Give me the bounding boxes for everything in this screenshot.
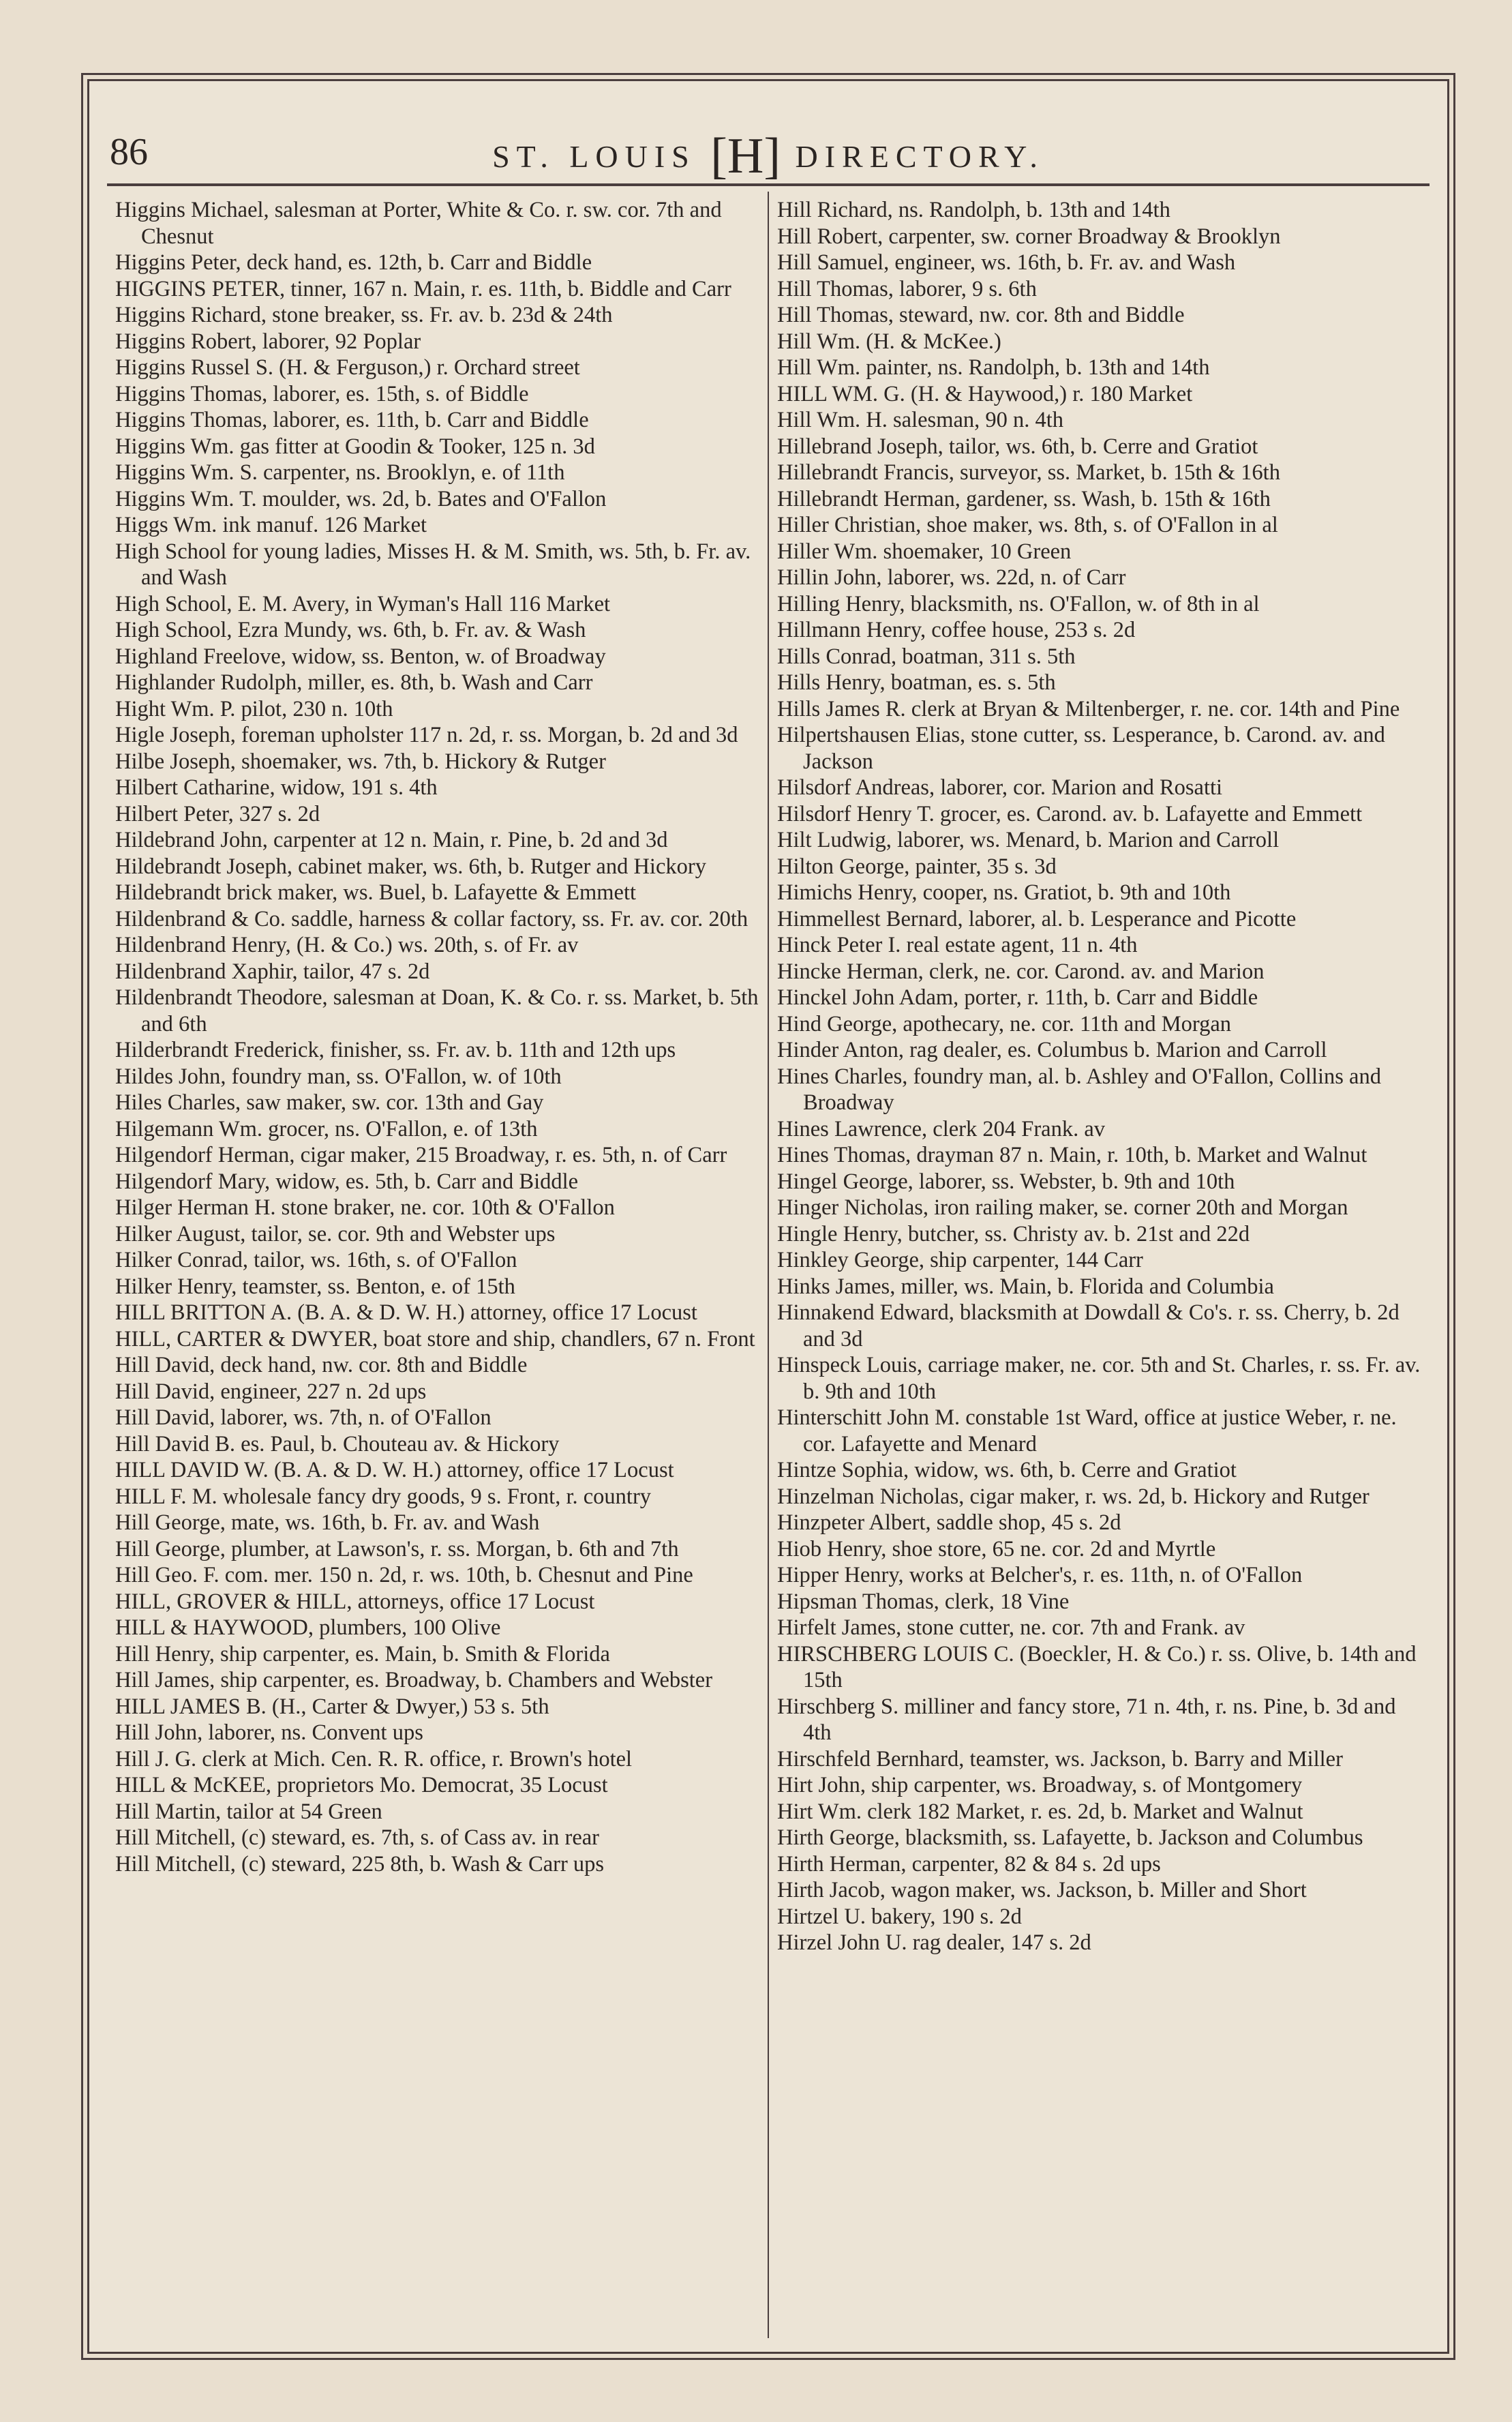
directory-entry: Higgins Peter, deck hand, es. 12th, b. Carr and Biddle xyxy=(115,250,592,275)
directory-entry: HILL & HAYWOOD, plumbers, 100 Olive xyxy=(115,1615,501,1640)
directory-entry: Higgins Thomas, laborer, es. 11th, b. Carr and Biddle xyxy=(115,408,589,432)
directory-entry: HILL WM. G. (H. & Haywood,) r. 180 Market xyxy=(777,381,1193,406)
directory-entry: Hingel George, laborer, ss. Webster, b. 9th and 10th xyxy=(777,1169,1235,1194)
directory-entry: Hills James R. clerk at Bryan & Miltenberger, r. ne. cor. 14th and Pine xyxy=(777,696,1400,721)
directory-entry: Hildebrandt brick maker, ws. Buel, b. Lafayette & Emmett xyxy=(115,880,637,905)
directory-entry: HILL F. M. wholesale fancy dry goods, 9 s. Front, r. country xyxy=(115,1484,652,1509)
directory-entry: Hinks James, miller, ws. Main, b. Florida and Columbia xyxy=(777,1274,1274,1299)
directory-entry: Hirschfeld Bernhard, teamster, ws. Jackson, b. Barry and Miller xyxy=(777,1746,1343,1771)
page-number: 86 xyxy=(110,131,148,173)
directory-entry: Hill Mitchell, (c) steward, es. 7th, s. of Cass av. in rear xyxy=(115,1825,600,1850)
right-column xyxy=(769,192,1430,2338)
directory-entry: Hinck Peter I. real estate agent, 11 n. 4th xyxy=(777,933,1138,957)
directory-entry: Hinckel John Adam, porter, r. 11th, b. Carr and Biddle xyxy=(777,985,1258,1010)
directory-entry: Hinder Anton, rag dealer, es. Columbus b. Marion and Carroll xyxy=(777,1038,1327,1062)
directory-entry: Himichs Henry, cooper, ns. Gratiot, b. 9th and 10th xyxy=(777,880,1231,905)
directory-entry: Hilbe Joseph, shoemaker, ws. 7th, b. Hickory & Rutger xyxy=(115,749,606,774)
directory-entry: Hill Henry, ship carpenter, es. Main, b. Smith & Florida xyxy=(115,1641,610,1666)
directory-entry: Hiller Wm. shoemaker, 10 Green xyxy=(777,539,1072,564)
directory-entry: Higgins Robert, laborer, 92 Poplar xyxy=(115,329,421,354)
directory-entry: Hillin John, laborer, ws. 22d, n. of Carr xyxy=(777,565,1126,590)
directory-entry: Hilker Henry, teamster, ss. Benton, e. of 15th xyxy=(115,1274,515,1299)
directory-entry: Hill James, ship carpenter, es. Broadway, b. Chambers and Webster xyxy=(115,1668,713,1692)
directory-entry: Highland Freelove, widow, ss. Benton, w. of Broadway xyxy=(115,644,606,669)
directory-entry: Hilbert Catharine, widow, 191 s. 4th xyxy=(115,775,438,800)
directory-entry: Hilpertshausen Elias, stone cutter, ss. Lesperance, b. Carond. av. and Jackson xyxy=(777,723,1385,774)
page-title xyxy=(89,128,1447,185)
directory-entry: HIRSCHBERG LOUIS C. (Boeckler, H. & Co.) r. ss. Olive, b. 14th and 15th xyxy=(777,1641,1417,1692)
columns xyxy=(107,192,1430,2338)
directory-entry: Hilker August, tailor, se. cor. 9th and Webster ups xyxy=(115,1221,556,1246)
left-column xyxy=(107,192,769,2338)
directory-entry: Hipsman Thomas, clerk, 18 Vine xyxy=(777,1589,1070,1614)
directory-entry: Hirth Jacob, wagon maker, ws. Jackson, b. Miller and Short xyxy=(777,1878,1307,1902)
directory-entry: Hilsdorf Andreas, laborer, cor. Marion and Rosatti xyxy=(777,775,1223,800)
directory-entry: Hill David, deck hand, nw. cor. 8th and Biddle xyxy=(115,1353,528,1377)
directory-entry: Hilbert Peter, 327 s. 2d xyxy=(115,801,320,826)
directory-entry: Hirschberg S. milliner and fancy store, 71 n. 4th, r. ns. Pine, b. 3d and 4th xyxy=(777,1694,1396,1745)
directory-entry: Hirth Herman, carpenter, 82 & 84 s. 2d ups xyxy=(777,1851,1161,1877)
directory-entry: Hirt Wm. clerk 182 Market, r. es. 2d, b. Market and Walnut xyxy=(777,1799,1303,1824)
directory-entry: Hines Thomas, drayman 87 n. Main, r. 10th, b. Market and Walnut xyxy=(777,1143,1367,1167)
directory-entry: Higgins Wm. S. carpenter, ns. Brooklyn, e. of 11th xyxy=(115,460,565,485)
directory-entry: HILL, CARTER & DWYER, boat store and ship, chandlers, 67 n. Front xyxy=(115,1326,755,1351)
directory-entry: Hildebrandt Joseph, cabinet maker, ws. 6th, b. Rutger and Hickory xyxy=(115,854,706,879)
directory-entry: Hinterschitt John M. constable 1st Ward, office at justice Weber, r. ne. cor. Lafayette and Menard xyxy=(777,1405,1397,1456)
directory-entry: Hines Charles, foundry man, al. b. Ashley and O'Fallon, Collins and Broadway xyxy=(777,1064,1381,1115)
directory-entry: Hipper Henry, works at Belcher's, r. es. 11th, n. of O'Fallon xyxy=(777,1563,1303,1587)
section-letter: [H] xyxy=(710,128,781,184)
directory-entry: Hill George, plumber, at Lawson's, r. ss. Morgan, b. 6th and 7th xyxy=(115,1536,679,1561)
directory-entry: Hilton George, painter, 35 s. 3d xyxy=(777,854,1057,879)
directory-entry: Hill David, engineer, 227 n. 2d ups xyxy=(115,1379,427,1404)
directory-entry: Hinnakend Edward, blacksmith at Dowdall & Co's. r. ss. Cherry, b. 2d and 3d xyxy=(777,1300,1400,1351)
directory-entry: HILL JAMES B. (H., Carter & Dwyer,) 53 s. 5th xyxy=(115,1694,549,1719)
directory-entry: HILL DAVID W. (B. A. & D. W. H.) attorney, office 17 Locust xyxy=(115,1458,674,1482)
directory-entry: HILL BRITTON A. (B. A. & D. W. H.) attorney, office 17 Locust xyxy=(115,1300,697,1325)
directory-entry: Hingle Henry, butcher, ss. Christy av. b. 21st and 22d xyxy=(777,1221,1250,1246)
directory-entry: Higgins Michael, salesman at Porter, White & Co. r. sw. cor. 7th and Chesnut xyxy=(115,198,722,249)
directory-entry: Hill John, laborer, ns. Convent ups xyxy=(115,1720,423,1745)
directory-entry: Hill Richard, ns. Randolph, b. 13th and 14th xyxy=(777,198,1170,222)
directory-entry: Hill Samuel, engineer, ws. 16th, b. Fr. av. and Wash xyxy=(777,250,1236,275)
directory-entry: Hinspeck Louis, carriage maker, ne. cor. 5th and St. Charles, r. ss. Fr. av. b. 9th and 10th xyxy=(777,1353,1421,1404)
directory-entry: Higle Joseph, foreman upholster 117 n. 2d, r. ss. Morgan, b. 2d and 3d xyxy=(115,723,738,747)
directory-entry: Higgs Wm. ink manuf. 126 Market xyxy=(115,513,427,537)
directory-entry: Hinkley George, ship carpenter, 144 Carr xyxy=(777,1248,1143,1272)
directory-entry: Hildenbrandt Theodore, salesman at Doan, K. & Co. r. ss. Market, b. 5th and 6th xyxy=(115,985,759,1036)
directory-entry: Highlander Rudolph, miller, es. 8th, b. Wash and Carr xyxy=(115,670,593,695)
directory-entry: Hiob Henry, shoe store, 65 ne. cor. 2d and Myrtle xyxy=(777,1536,1216,1561)
header-rule xyxy=(107,183,1430,186)
directory-entry: Hirt John, ship carpenter, ws. Broadway, s. of Montgomery xyxy=(777,1773,1303,1797)
directory-entry: Higgins Russel S. (H. & Ferguson,) r. Orchard street xyxy=(115,355,580,380)
directory-entry: Hiles Charles, saw maker, sw. cor. 13th and Gay xyxy=(115,1090,544,1115)
directory-entry: Hill Wm. (H. & McKee.) xyxy=(777,329,1001,354)
directory-entry: Hinzelman Nicholas, cigar maker, r. ws. 2d, b. Hickory and Rutger xyxy=(777,1484,1370,1509)
directory-entry: Hind George, apothecary, ne. cor. 11th and Morgan xyxy=(777,1011,1232,1036)
directory-entry: Hills Conrad, boatman, 311 s. 5th xyxy=(777,644,1076,669)
directory-entry: Hirtzel U. bakery, 190 s. 2d xyxy=(777,1904,1022,1929)
directory-entry: Higgins Wm. gas fitter at Goodin & Tooker, 125 n. 3d xyxy=(115,434,595,459)
directory-entry: Hinzpeter Albert, saddle shop, 45 s. 2d xyxy=(777,1510,1121,1535)
directory-entry: Hill Mitchell, (c) steward, 225 8th, b. Wash & Carr ups xyxy=(115,1851,605,1877)
directory-entry: Hines Lawrence, clerk 204 Frank. av xyxy=(777,1116,1105,1141)
directory-entry: Hildenbrand Henry, (H. & Co.) ws. 20th, s. of Fr. av xyxy=(115,933,579,957)
directory-entry: Hill Robert, carpenter, sw. corner Broadway & Brooklyn xyxy=(777,224,1281,249)
directory-entry: High School for young ladies, Misses H. & M. Smith, ws. 5th, b. Fr. av. and Wash xyxy=(115,539,751,590)
directory-page xyxy=(87,79,1449,2354)
directory-entry: Hildenbrand & Co. saddle, harness & collar factory, ss. Fr. av. cor. 20th xyxy=(115,906,749,931)
directory-entry: HILL, GROVER & HILL, attorneys, office 17 Locust xyxy=(115,1589,595,1614)
directory-entry: HIGGINS PETER, tinner, 167 n. Main, r. es. 11th, b. Biddle and Carr xyxy=(115,276,731,301)
directory-entry: Hillebrand Joseph, tailor, ws. 6th, b. Cerre and Gratiot xyxy=(777,434,1258,459)
directory-entry: Hilsdorf Henry T. grocer, es. Carond. av. b. Lafayette and Emmett xyxy=(777,801,1363,826)
directory-entry: Hillebrandt Francis, surveyor, ss. Market, b. 15th & 16th xyxy=(777,460,1280,485)
directory-entry: Hill Martin, tailor at 54 Green xyxy=(115,1799,382,1824)
directory-entry: Hill George, mate, ws. 16th, b. Fr. av. and Wash xyxy=(115,1510,540,1535)
directory-entry: Hill David B. es. Paul, b. Chouteau av. & Hickory xyxy=(115,1431,560,1456)
directory-entry: Hill J. G. clerk at Mich. Cen. R. R. office, r. Brown's hotel xyxy=(115,1746,633,1771)
directory-entry: Hirzel John U. rag dealer, 147 s. 2d xyxy=(777,1930,1091,1955)
directory-entry: Hills Henry, boatman, es. s. 5th xyxy=(777,670,1056,695)
directory-entry: Hilgendorf Mary, widow, es. 5th, b. Carr and Biddle xyxy=(115,1169,579,1194)
directory-entry: Hight Wm. P. pilot, 230 n. 10th xyxy=(115,696,393,721)
directory-entry: HILL & McKEE, proprietors Mo. Democrat, 35 Locust xyxy=(115,1773,608,1797)
directory-entry: Hilderbrandt Frederick, finisher, ss. Fr. av. b. 11th and 12th ups xyxy=(115,1038,676,1062)
directory-entry: Hilling Henry, blacksmith, ns. O'Fallon, w. of 8th in al xyxy=(777,591,1260,616)
directory-entry: Hildebrand John, carpenter at 12 n. Main, r. Pine, b. 2d and 3d xyxy=(115,828,668,852)
page-header xyxy=(89,111,1447,186)
directory-entry: Hilger Herman H. stone braker, ne. cor. 10th & O'Fallon xyxy=(115,1195,615,1220)
directory-entry: Hill Wm. H. salesman, 90 n. 4th xyxy=(777,408,1064,432)
directory-entry: High School, Ezra Mundy, ws. 6th, b. Fr. av. & Wash xyxy=(115,618,586,642)
directory-entry: Hilgendorf Herman, cigar maker, 215 Broadway, r. es. 5th, n. of Carr xyxy=(115,1143,727,1167)
directory-entry: Hildenbrand Xaphir, tailor, 47 s. 2d xyxy=(115,959,430,984)
directory-entry: Hinger Nicholas, iron railing maker, se. corner 20th and Morgan xyxy=(777,1195,1348,1220)
directory-entry: Higgins Thomas, laborer, es. 15th, s. of Biddle xyxy=(115,381,529,406)
directory-entry: Hill Geo. F. com. mer. 150 n. 2d, r. ws. 10th, b. Chesnut and Pine xyxy=(115,1563,693,1587)
directory-entry: Hilt Ludwig, laborer, ws. Menard, b. Marion and Carroll xyxy=(777,828,1280,852)
directory-entry: Higgins Wm. T. moulder, ws. 2d, b. Bates and O'Fallon xyxy=(115,486,607,511)
directory-entry: Higgins Richard, stone breaker, ss. Fr. av. b. 23d & 24th xyxy=(115,303,613,327)
directory-entry: Hill David, laborer, ws. 7th, n. of O'Fallon xyxy=(115,1405,492,1430)
directory-entry: Hillmann Henry, coffee house, 253 s. 2d xyxy=(777,618,1136,642)
directory-entry: Hillebrandt Herman, gardener, ss. Wash, b. 15th & 16th xyxy=(777,486,1271,511)
title-left: ST. LOUIS xyxy=(492,139,696,174)
directory-entry: High School, E. M. Avery, in Wyman's Hall 116 Market xyxy=(115,591,611,616)
directory-entry: Himmellest Bernard, laborer, al. b. Lesperance and Picotte xyxy=(777,906,1297,931)
directory-entry: Hill Thomas, steward, nw. cor. 8th and Biddle xyxy=(777,303,1185,327)
directory-entry: Hintze Sophia, widow, ws. 6th, b. Cerre and Gratiot xyxy=(777,1458,1237,1482)
directory-entry: Hilgemann Wm. grocer, ns. O'Fallon, e. of 13th xyxy=(115,1116,538,1141)
directory-entry: Hincke Herman, clerk, ne. cor. Carond. av. and Marion xyxy=(777,959,1265,984)
directory-entry: Hiller Christian, shoe maker, ws. 8th, s. of O'Fallon in al xyxy=(777,513,1278,537)
directory-entry: Hill Thomas, laborer, 9 s. 6th xyxy=(777,276,1037,301)
directory-entry: Hirfelt James, stone cutter, ne. cor. 7th and Frank. av xyxy=(777,1615,1245,1640)
title-right: DIRECTORY. xyxy=(795,139,1044,174)
directory-entry: Hirth George, blacksmith, ss. Lafayette, b. Jackson and Columbus xyxy=(777,1825,1363,1850)
directory-entry: Hill Wm. painter, ns. Randolph, b. 13th and 14th xyxy=(777,355,1210,380)
directory-entry: Hilker Conrad, tailor, ws. 16th, s. of O'Fallon xyxy=(115,1248,517,1272)
directory-entry: Hildes John, foundry man, ss. O'Fallon, w. of 10th xyxy=(115,1064,562,1089)
